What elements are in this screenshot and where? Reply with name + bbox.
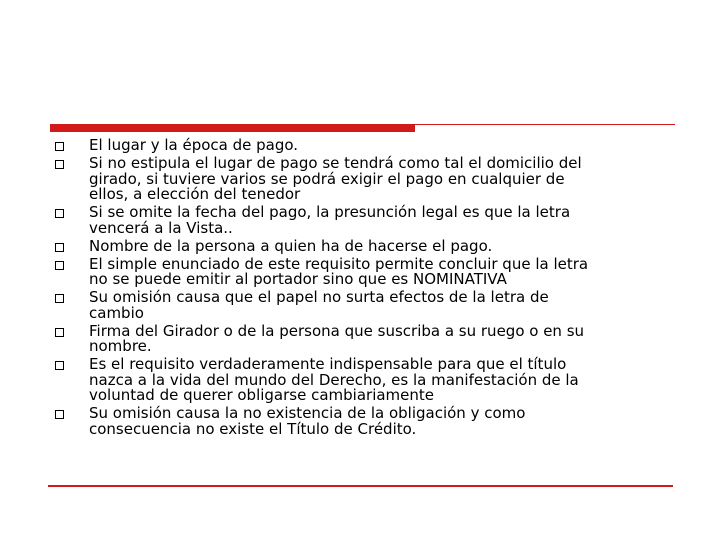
bullet-text-line: Si se omite la fecha del pago, la presunción legal es que la letra: [89, 203, 571, 221]
bullet-item: [52, 321, 672, 355]
square-bullet-icon: [55, 328, 64, 337]
bullet-text-line: Su omisión causa que el papel no surta efectos de la letra de: [89, 288, 549, 306]
top-rule-thin: [415, 124, 675, 125]
bullet-item: [52, 357, 672, 404]
bullet-text-line: no se puede emitir al portador sino que es NOMINATIVA: [89, 270, 507, 288]
square-bullet-icon: [55, 243, 64, 252]
square-bullet-icon: [55, 361, 64, 370]
bullet-item: [52, 406, 672, 437]
bullet-item: [52, 290, 672, 321]
bullet-text-line: Si no estipula el lugar de pago se tendrá como tal el domicilio del: [89, 154, 582, 172]
bullet-text-line: consecuencia no existe el Título de Crédito.: [89, 419, 417, 438]
bullet-text-line: Firma del Girador o de la persona que suscriba a su ruego o en su: [89, 321, 585, 340]
bullet-item: [52, 205, 672, 236]
bullet-item: [52, 236, 672, 255]
square-bullet-icon: [55, 209, 64, 218]
bullet-text-line: Es el requisito verdaderamente indispensable para que el título: [89, 355, 567, 373]
bullet-item: [52, 156, 672, 203]
bullet-item: [52, 138, 672, 154]
bullet-list: [52, 138, 672, 440]
bullet-item: [52, 254, 672, 288]
square-bullet-icon: [55, 142, 64, 151]
square-bullet-icon: [55, 160, 64, 169]
bullet-text-line: Su omisión causa la no existencia de la obligación y como: [89, 404, 526, 422]
square-bullet-icon: [55, 294, 64, 303]
square-bullet-icon: [55, 261, 64, 270]
bullet-text-line: El lugar y la época de pago.: [89, 136, 299, 154]
bullet-text-line: girado, si tuviere varios se podrá exigir el pago en cualquier de: [89, 169, 565, 188]
bottom-rule: [48, 485, 673, 487]
bullet-text-line: Nombre de la persona a quien ha de hacerse el pago.: [89, 236, 493, 255]
bullet-text-line: El simple enunciado de este requisito permite concluir que la letra: [89, 254, 589, 273]
bullet-text-line: nombre.: [89, 337, 152, 355]
bullet-text-line: vencerá a la Vista..: [89, 218, 233, 237]
bullet-text-line: nazca a la vida del mundo del Derecho, es la manifestación de la: [89, 370, 579, 389]
bullet-text-line: cambio: [89, 303, 144, 322]
top-rule-thick: [50, 124, 415, 132]
bullet-text-line: ellos, a elección del tenedor: [89, 185, 301, 203]
square-bullet-icon: [55, 410, 64, 419]
bullet-text-line: voluntad de querer obligarse cambiariamente: [89, 386, 435, 404]
